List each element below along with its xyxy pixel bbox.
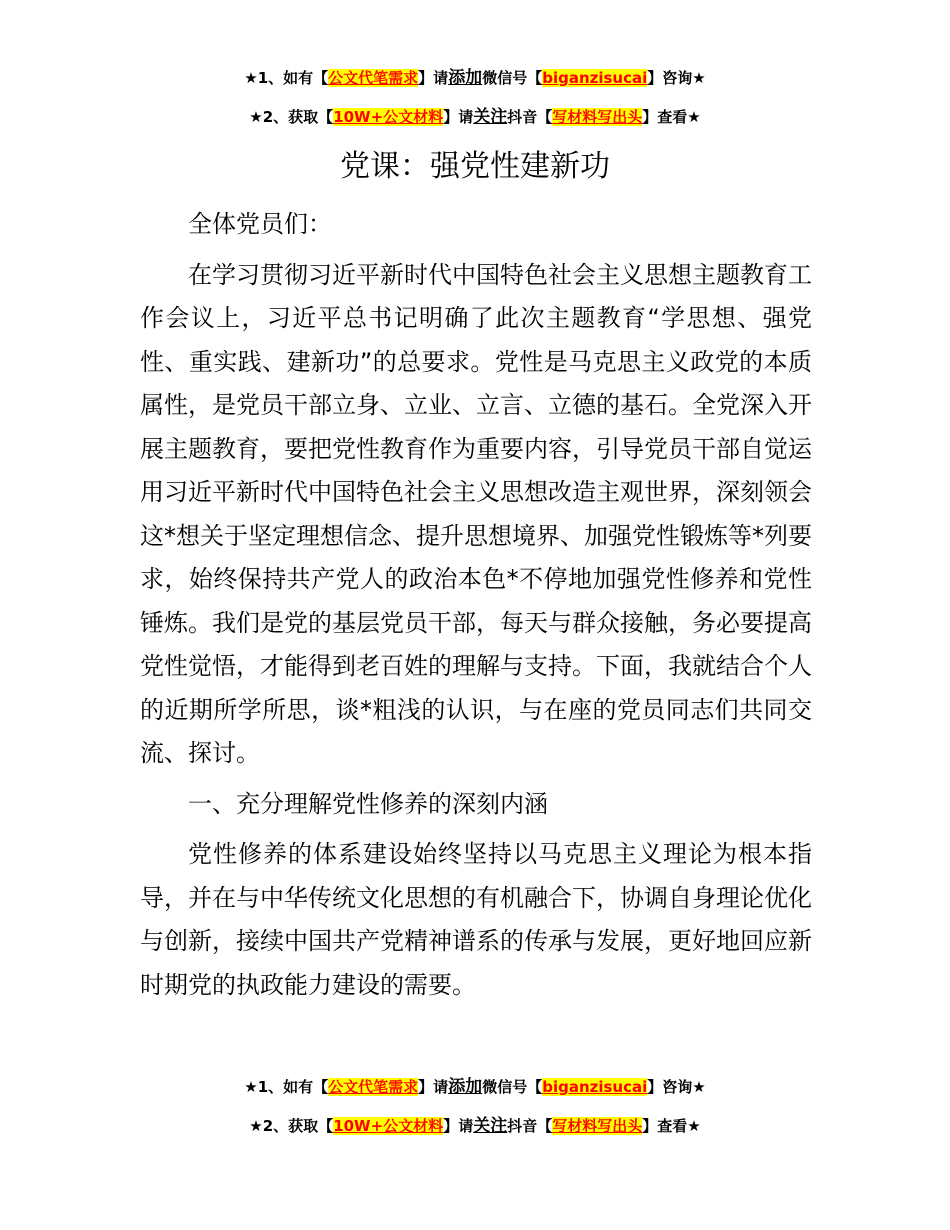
ad-text: 抖音【	[507, 108, 553, 126]
ad-highlight: 公文代笔需求	[328, 69, 419, 87]
ad-text: 抖音【	[507, 1117, 553, 1135]
ad-highlight: 写材料写出头	[552, 108, 643, 126]
ad-underline: 关注	[473, 1116, 508, 1136]
ad-text: 】查看★	[642, 108, 701, 126]
ad-wechat-id: biganzisucai	[542, 1078, 648, 1096]
ad-text: 】请	[443, 108, 474, 126]
ad-underline: 添加	[448, 68, 483, 88]
footer-ad-line-1	[0, 1076, 950, 1098]
ad-text: 】查看★	[642, 1117, 701, 1135]
ad-highlight: 10W+公文材料	[333, 108, 444, 126]
ad-text: 微信号【	[482, 69, 543, 87]
document-title: 党课：强党性建新功	[340, 149, 610, 184]
ad-text: 】请	[443, 1117, 474, 1135]
paragraph-1: 在学习贯彻习近平新时代中国特色社会主义思想主题教育工作会议上，习近平总书记明确了此次主题教育“学思想、强党性、重实践、建新功”的总要求。党性是马克思主义政党的本质属性，是党员干部立身、立业、立言、立德的基石。全党深入开展主题教育，要把党性教育作为重要内容，引导党员干部自觉运用习近平新时代中国特色社会主义思想改造主观世界，深刻领会这*想关于坚定理想信念、提升思想境界、加强党性锻炼等*列要求，始终保持共产党人的政治本色*不停地加强党性修养和党性锤炼。我们是党的基层党员干部，每天与群众接触，务必要提高党性觉悟，才能得到老百姓的理解与支持。下面，我就结合个人的近期所学所思，谈*粗浅的认识，与在座的党员同志们共同交流、探讨。	[140, 260, 812, 767]
ad-text: ★1、如有【	[244, 1078, 329, 1096]
ad-text: ★2、获取【	[249, 1117, 334, 1135]
ad-wechat-id: biganzisucai	[542, 69, 648, 87]
ad-highlight: 10W+公文材料	[333, 1117, 444, 1135]
header-ad-line-1	[0, 67, 950, 89]
footer-ad-line-2	[0, 1115, 950, 1137]
ad-text: ★1、如有【	[244, 69, 329, 87]
greeting: 全体党员们：	[188, 210, 332, 238]
header-ad-line-2	[0, 106, 950, 128]
ad-underline: 关注	[473, 107, 508, 127]
section-heading-1: 一、充分理解党性修养的深刻内涵	[188, 789, 548, 818]
ad-highlight: 写材料写出头	[552, 1117, 643, 1135]
paragraph-2: 党性修养的体系建设始终坚持以马克思主义理论为根本指导，并在与中华传统文化思想的有机融合下，协调自身理论优化与创新，接续中国共产党精神谱系的传承与发展，更好地回应新时期党的执政能力建设的需要。	[140, 840, 812, 999]
ad-text: 】请	[418, 1078, 449, 1096]
ad-underline: 添加	[448, 1077, 483, 1097]
document-body	[140, 203, 812, 1007]
ad-text: 微信号【	[482, 1078, 543, 1096]
ad-highlight: 公文代笔需求	[328, 1078, 419, 1096]
ad-text: 】咨询★	[647, 69, 706, 87]
ad-text: 】请	[418, 69, 449, 87]
ad-text: 】咨询★	[647, 1078, 706, 1096]
ad-text: ★2、获取【	[249, 108, 334, 126]
